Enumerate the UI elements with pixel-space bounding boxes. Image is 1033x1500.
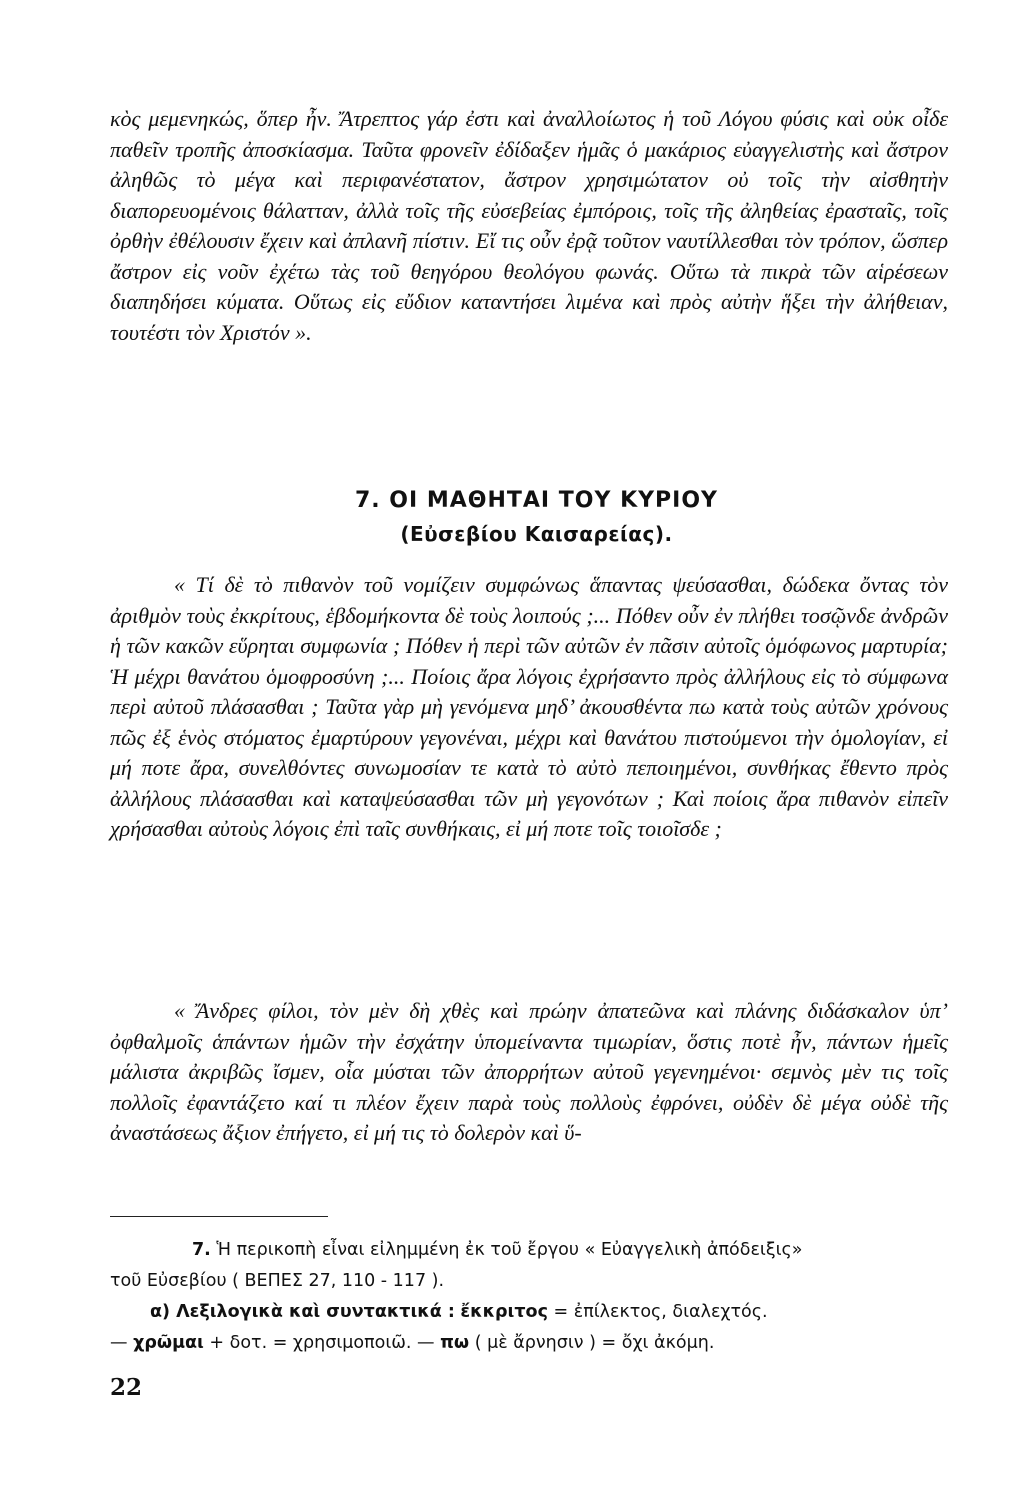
- lexical-label: α) Λεξιλογικὰ καὶ συντακτικά :: [150, 1302, 455, 1322]
- footnote-number: 7.: [192, 1240, 211, 1260]
- paragraph-eusebius-quote-2: « Ἄνδρες φίλοι, τὸν μὲν δὴ χθὲς καὶ πρώην ἀπατεῶνα καὶ πλάνης διδάσκαλον ὑπ’ ὀφθαλμοῖς ἁπάντων ἡμῶν τὴν ἐσχάτην ὑπομείναντα τιμωρίαν, ὅστις ποτὲ ἦν, πάντων ἡμεῖς μάλιστα ἀκριβῶς ἴσμεν, οἷα μύσται τῶν ἀπορρήτων αὐτοῦ γεγενημένοι· σεμνὸς μὲν τις τοῖς πολλοῖς ἐφαντάζετο καί τι πλέον ἔχειν παρὰ τοὺς πολλοὺς ἐφρόνει, οὐδὲν δὲ μέγα οὐδὲ τῆς ἀναστάσεως ἄξιον ἐπήγετο, εἰ μή τις τὸ δολερὸν καὶ ὕ-: [110, 998, 948, 1145]
- lexical-def-po: ( μὲ ἄρνησιν ) = ὄχι ἀκόμη.: [469, 1333, 715, 1353]
- footnote-divider: [110, 1216, 328, 1217]
- lexical-term-po: πω: [440, 1333, 470, 1353]
- paragraph-eusebius-quote-1: « Τί δὲ τὸ πιθανὸν τοῦ νομίζειν συμφώνως ἅπαντας ψεύσασθαι, δώδεκα ὄντας τὸν ἀριθμὸν τοὺς ἐκκρίτους, ἑβδομήκοντα δὲ τοὺς λοιπούς ;... Πόθεν οὖν ἐν πλήθει τοσῷνδε ἀνδρῶν ἡ τῶν κακῶν εὕρηται συμφωνία ; Πόθεν ἡ περὶ τῶν αὐτῶν ἐν πᾶσιν αὐτοῖς ὁμόφωνος μαρτυρία; Ἡ μέχρι θανάτου ὁμοφροσύνη ;... Ποίοις ἄρα λόγοις ἐχρήσαντο πρὸς ἀλλήλους εἰς τὸ σύμφωνα περὶ αὐτοῦ πλάσασθαι ; Ταῦτα γὰρ μὴ γενόμενα μηδ’ ἀκουσθέντα πω κατὰ τοὺς αὐτῶν χρόνους πῶς ἐξ ἑνὸς στόματος ἐμαρτύρουν γεγονέναι, μέχρι καὶ θανάτου πιστούμενοι τὴν ὁμολογίαν, εἰ μή ποτε ἄρα, συνελθόντες συνωμοσίαν τε κατὰ τὸ αὐτὸ πεποιημένοι, συνθήκας ἔθεντο πρὸς ἀλλήλους πλάσασθαι καὶ καταψεύσασθαι τῶν μὴ γεγονότων ; Καὶ ποίοις ἄρα πιθανὸν εἰπεῖν χρήσασθαι αὐτοὺς λόγοις ἐπὶ ταῖς συνθήκαις, εἰ μή ποτε τοῖς τοιοῖσδε ;: [110, 572, 948, 841]
- footnote-source-line-1: Ἡ περικοπὴ εἶναι εἰλημμένη ἐκ τοῦ ἔργου « Εὐαγγελικὴ ἀπόδειξις»: [216, 1240, 803, 1260]
- lexical-def-ekkritos: = ἐπίλεκτος, διαλεχτός.: [547, 1302, 768, 1322]
- lexical-term-ekkritos: ἔκκριτος: [460, 1302, 548, 1322]
- footnote-source: [110, 1235, 950, 1297]
- paragraph-continuation: κὸς μεμενηκώς, ὅπερ ἦν. Ἄτρεπτος γάρ ἐστι καὶ ἀναλλοίωτος ἡ τοῦ Λόγου φύσις καὶ οὐκ οἶδε παθεῖν τροπῆς ἀποσκίασμα. Ταῦτα φρονεῖν ἐδίδαξεν ἡμᾶς ὁ μακάριος εὐαγγελιστὴς καὶ ἄστρον ἀληθῶς τὸ μέγα καὶ περιφανέστατον, ἄστρον χρησιμώτατον οὐ τοῖς τὴν αἰσθητὴν διαπορευομένοις θάλατταν, ἀλλὰ τοῖς τῆς εὐσεβείας ἐμπόροις, τοῖς τῆς ἀληθείας ἐρασταῖς, τοῖς ὀρθὴν ἐθέλουσιν ἔχειν καὶ ἀπλανῆ πίστιν. Εἴ τις οὖν ἐρᾷ τοῦτον ναυτίλλεσθαι τὸν τρόπον, ὥσπερ ἄστρον εἰς νοῦν ἐχέτω τὰς τοῦ θεηγόρου θεολόγου φωνάς. Οὕτω τὰ πικρὰ τῶν αἱρέσεων διαπηδήσει κύματα. Οὕτως εἰς εὔδιον καταντήσει λιμένα καὶ πρὸς αὐτὴν ἥξει τὴν ἀλήθειαν, τουτέστι τὸν Χριστόν ».: [110, 106, 948, 345]
- page-number: 22: [110, 1374, 143, 1401]
- lexical-dash: —: [110, 1333, 134, 1353]
- footnote-source-line-2: τοῦ Εὐσεβίου ( ΒΕΠΕΣ 27, 110 - 117 ).: [110, 1271, 445, 1291]
- footnote-lexical: [110, 1297, 950, 1359]
- lexical-term-chromai: χρῶμαι: [133, 1333, 204, 1353]
- section-title: 7. ΟΙ ΜΑΘΗΤΑΙ ΤΟΥ ΚΥΡΙΟΥ: [354, 488, 718, 513]
- lexical-def-chromai: + δοτ. = χρησιμοποιῶ. —: [203, 1333, 441, 1353]
- section-subtitle: (Εὐσεβίου Καισαρείας).: [400, 522, 673, 546]
